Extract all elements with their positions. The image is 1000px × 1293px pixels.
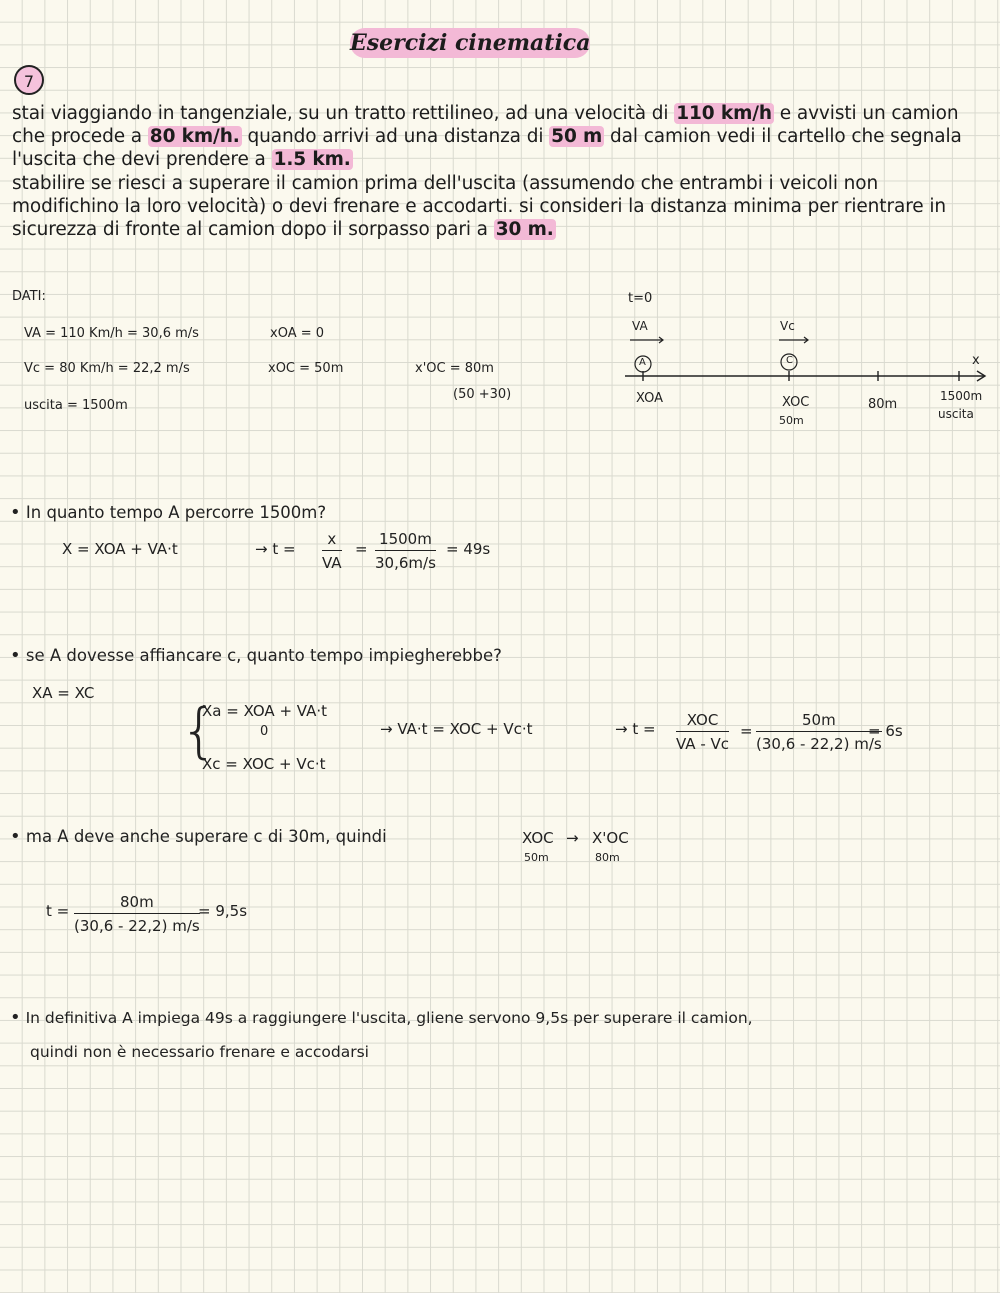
step2-f2-num: 50m (756, 711, 882, 732)
step1-question-text: In quanto tempo A percorre 1500m? (25, 503, 327, 522)
step2-sys-eq2: Xc = XOC + Vc·t (202, 755, 326, 773)
highlight-exit: 1.5 km. (273, 149, 351, 171)
diagram-xoa: XOA (636, 391, 663, 406)
step1-arrow: → t = (255, 540, 296, 558)
step3-t: t = (46, 902, 70, 920)
step1-equation: X = XOA + VA·t (62, 540, 178, 558)
data-xoa: xOA = 0 (270, 326, 325, 341)
step2-question-text: se A dovesse affiancare c, quanto tempo impiegherebbe? (25, 646, 502, 665)
data-label: DATI: (12, 289, 46, 304)
problem-text-2: e avvisti un camion che procede a (12, 103, 959, 148)
diagram-x-axis-label: x (972, 353, 980, 368)
step3-xoc: XOC (522, 829, 554, 847)
step2-f1-den: VA - Vc (676, 735, 730, 753)
diagram-vc-label: Vc (780, 319, 795, 333)
step3-f-num: 80m (74, 893, 200, 914)
step3-fraction (74, 893, 200, 935)
page-title: Esercizi cinematica (350, 30, 591, 56)
step2-question (10, 645, 502, 666)
step1-f2-num: 1500m (375, 530, 436, 551)
problem-text-4: dal camion vedi il cartello che segnala l'uscita che devi prendere a (12, 126, 962, 171)
step1-f1-num: x (322, 530, 342, 551)
bullet-icon: • (10, 826, 21, 847)
step1-equals: = (355, 540, 368, 558)
step2-equals: = (740, 722, 753, 740)
highlight-distance: 50 m (551, 126, 603, 148)
data-uscita: uscita = 1500m (24, 398, 128, 413)
problem-text-1: stai viaggiando in tangenziale, su un tratto rettilineo, ad una velocità di (12, 103, 675, 124)
step1-question (10, 502, 326, 523)
step3-result: = 9,5s (198, 902, 248, 920)
step1-f2-den: 30,6m/s (375, 554, 436, 572)
step1-f1-den: VA (322, 554, 342, 572)
data-xoc-prime-note: (50 +30) (453, 387, 512, 402)
data-xoc-prime: x'OC = 80m (415, 361, 494, 376)
step2-fraction-1 (676, 711, 729, 753)
step2-condition: XA = XC (32, 684, 95, 702)
bullet-icon: • (10, 502, 21, 523)
highlight-safety: 30 m. (495, 219, 554, 241)
step2-f2-den: (30,6 - 22,2) m/s (756, 735, 882, 753)
diagram-uscita: uscita (938, 407, 974, 421)
diagram-t0: t=0 (628, 291, 653, 306)
step2-sys-eq1-note: 0 (260, 724, 269, 739)
data-xoc: xOC = 50m (268, 361, 344, 376)
step2-fraction-2 (756, 711, 882, 753)
data-vc: Vc = 80 Km/h = 22,2 m/s (24, 361, 190, 376)
step2-f1-num: XOC (676, 711, 729, 732)
step3-xoc-prime: X'OC (592, 829, 629, 847)
step3-text (10, 826, 387, 847)
highlight-speed-c: 80 km/h. (149, 126, 240, 148)
conclusion-line-1-text: In definitiva A impiega 49s a raggiungere l'uscita, gliene servono 9,5s per superare il camion, (25, 1009, 753, 1027)
step1-fraction-1 (322, 530, 342, 572)
step3-f-den: (30,6 - 22,2) m/s (74, 917, 200, 935)
diagram-a-label: A (639, 357, 646, 368)
step3-text-body: ma A deve anche superare c di 30m, quindi (25, 827, 387, 846)
step3-arrow: → (566, 829, 579, 847)
step1-result: = 49s (446, 540, 491, 558)
problem-text-5: stabilire se riesci a superare il camion prima dell'uscita (assumendo che entrambi i veicoli non modifichino la loro velocità) o devi frenare e accodarti. si consideri la distanza minima per rientrare in sicurezza di fronte al camion dopo il sorpasso pari a (12, 172, 947, 241)
step3-xoc-value: 50m (524, 851, 549, 864)
exercise-number-badge: 7 (14, 65, 44, 95)
system-brace-icon: { (180, 696, 219, 766)
conclusion-line-1 (10, 1007, 753, 1028)
bullet-icon: • (10, 1007, 21, 1028)
step2-implication: → VA·t = XOC + Vc·t (380, 720, 533, 738)
diagram-xoc-value: 50m (779, 414, 804, 427)
diagram-va-label: VA (632, 319, 648, 333)
step2-result: = 6s (868, 722, 903, 740)
conclusion-line-2: quindi non è necessario frenare e accodarsi (30, 1043, 369, 1061)
diagram-c-label: C (786, 355, 793, 366)
step2-arrow: → t = (615, 720, 656, 738)
data-va: VA = 110 Km/h = 30,6 m/s (24, 326, 199, 341)
highlight-speed-a: 110 km/h (676, 103, 772, 124)
step3-xoc-prime-value: 80m (595, 851, 620, 864)
problem-statement (12, 102, 987, 241)
problem-text-3: quando arrivi ad una distanza di (241, 126, 550, 148)
bullet-icon: • (10, 645, 21, 666)
step2-sys-eq1: Xa = XOA + VA·t (202, 702, 328, 720)
diagram-xoc: XOC (782, 395, 810, 410)
diagram-80m: 80m (868, 397, 898, 412)
step1-fraction-2 (375, 530, 436, 572)
diagram-1500m: 1500m (940, 389, 983, 403)
